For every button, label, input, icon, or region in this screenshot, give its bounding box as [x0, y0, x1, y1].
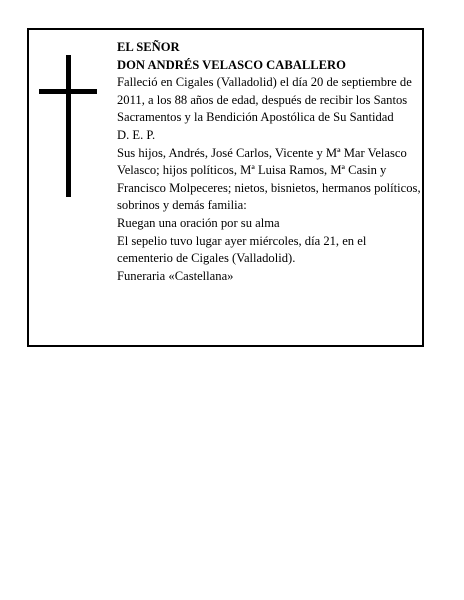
cross-horizontal-bar	[39, 89, 97, 94]
cross-vertical-bar	[66, 55, 71, 197]
cross-icon	[39, 55, 97, 197]
rip-line: D. E. P.	[117, 127, 156, 142]
notice-title-line1: EL SEÑOR	[117, 40, 180, 54]
burial-paragraph: El sepelio tuvo lugar ayer miércoles, día 21, en el cementerio de Cigales (Valladolid).	[117, 233, 367, 266]
death-paragraph: Falleció en Cigales (Valladolid) el día 20 de septiembre de 2011, a los 88 años de edad, después de recibir los Santos Sacramentos y la Bendición Apostólica de Su Santidad	[117, 75, 412, 125]
funeral-home: Funeraria «Castellana»	[117, 268, 234, 283]
obituary-notice	[27, 28, 424, 347]
notice-text	[117, 39, 422, 285]
notice-title-line2: DON ANDRÉS VELASCO CABALLERO	[117, 57, 346, 72]
prayer-line: Ruegan una oración por su alma	[117, 215, 280, 230]
family-paragraph: Sus hijos, Andrés, José Carlos, Vicente y Mª Mar Velasco Velasco; hijos políticos, Mª Luisa Ramos, Mª Casin y Francisco Molpeceres; nietos, bisnietos, hermanos políticos, sobrinos y demás familia:	[117, 145, 421, 213]
